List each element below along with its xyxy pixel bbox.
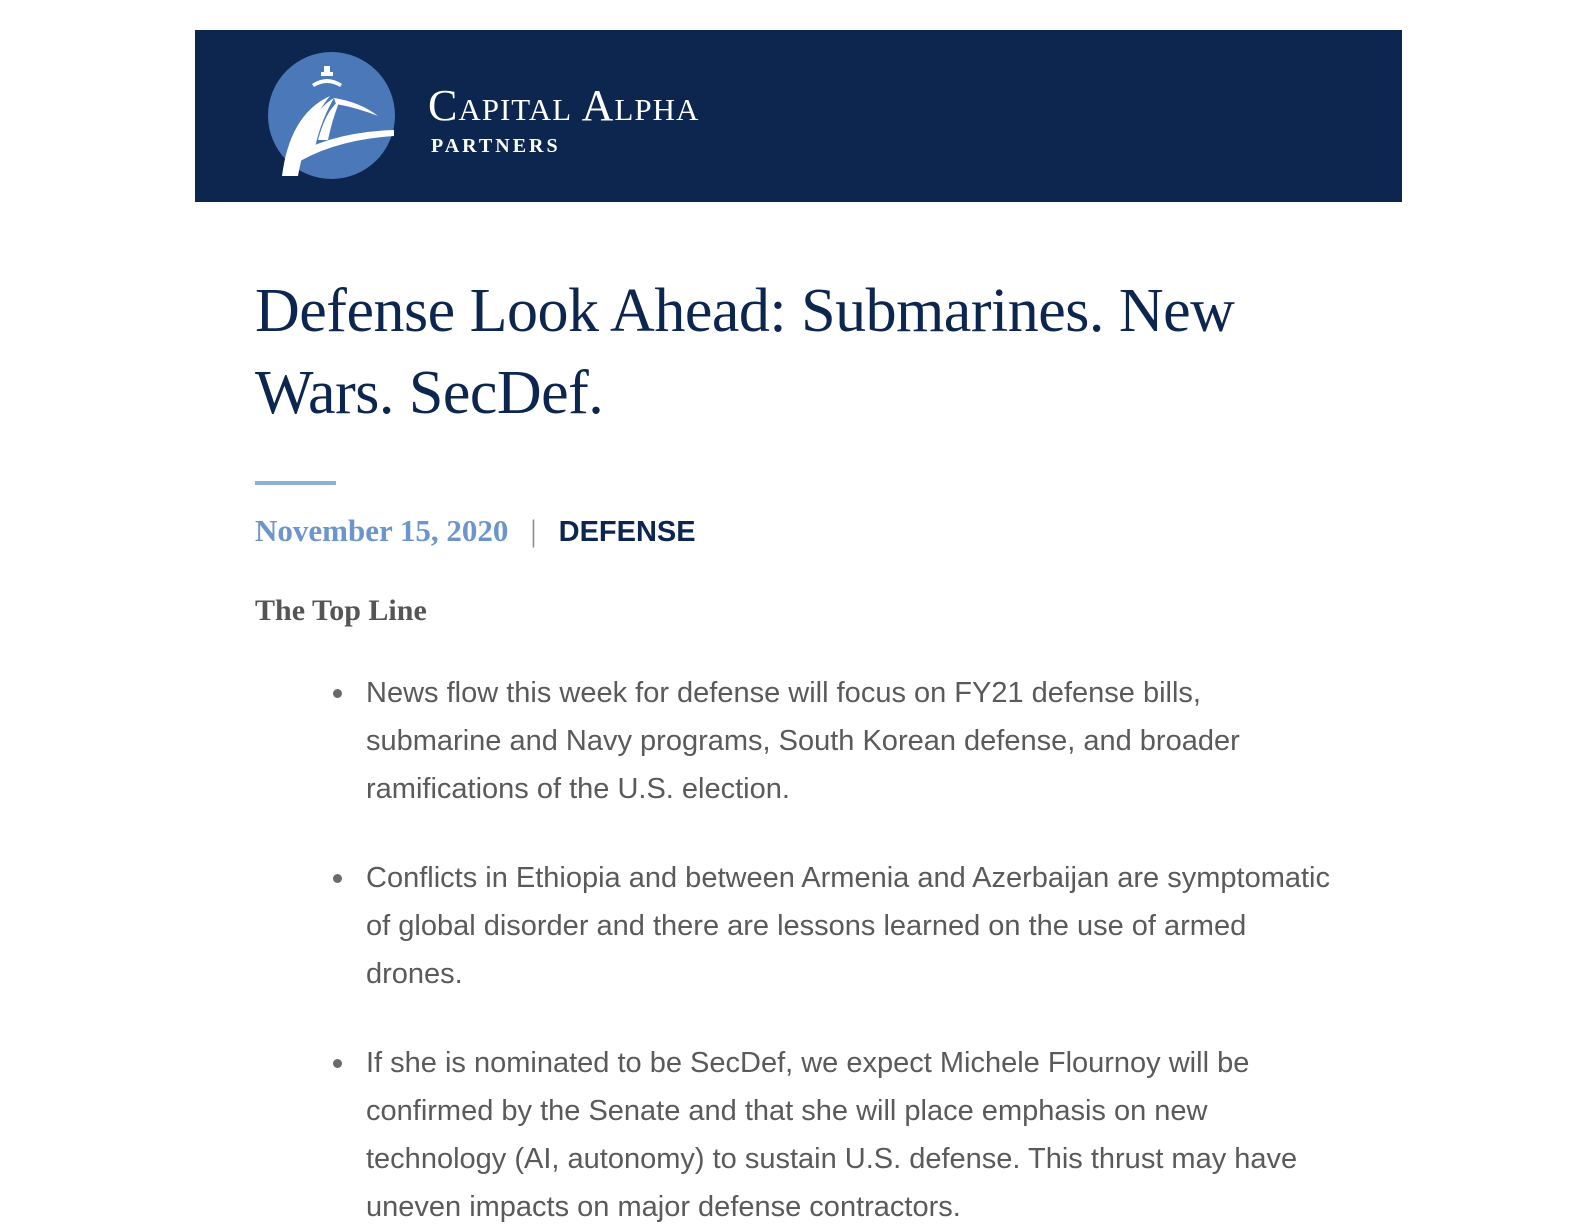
bullet-icon bbox=[333, 689, 342, 698]
article-title: Defense Look Ahead: Submarines. New Wars. SecDef. bbox=[255, 277, 1235, 427]
header-banner bbox=[195, 30, 1402, 202]
article-meta bbox=[255, 512, 696, 551]
bullet-icon bbox=[333, 1059, 342, 1068]
section-heading: The Top Line bbox=[255, 594, 427, 627]
brand-name: Capital Alpha bbox=[428, 81, 700, 130]
list-item-text: If she is nominated to be SecDef, we expect Michele Flournoy will be confirmed by the Senate and that she will place emphasis on new technology (AI, autonomy) to sustain U.S. defense. This thrust may have uneven impacts on major defense contractors. bbox=[366, 1047, 1298, 1223]
bullet-icon bbox=[333, 874, 342, 883]
list-item bbox=[366, 669, 1341, 813]
meta-separator: | bbox=[530, 513, 537, 548]
publish-date: November 15, 2020 bbox=[255, 513, 509, 548]
category-label: DEFENSE bbox=[558, 516, 696, 548]
accent-divider bbox=[255, 481, 336, 485]
list-item bbox=[366, 854, 1341, 998]
list-item bbox=[366, 1039, 1341, 1231]
list-item-text: News flow this week for defense will focus on FY21 defense bills, submarine and Navy programs, South Korean defense, and broader ramifications of the U.S. election. bbox=[366, 677, 1240, 805]
list-item-text: Conflicts in Ethiopia and between Armenia and Azerbaijan are symptomatic of global disorder and there are lessons learned on the use of armed drones. bbox=[366, 862, 1330, 990]
capitol-dome-logo-icon bbox=[268, 52, 395, 179]
brand-subtitle: PARTNERS bbox=[431, 135, 561, 157]
